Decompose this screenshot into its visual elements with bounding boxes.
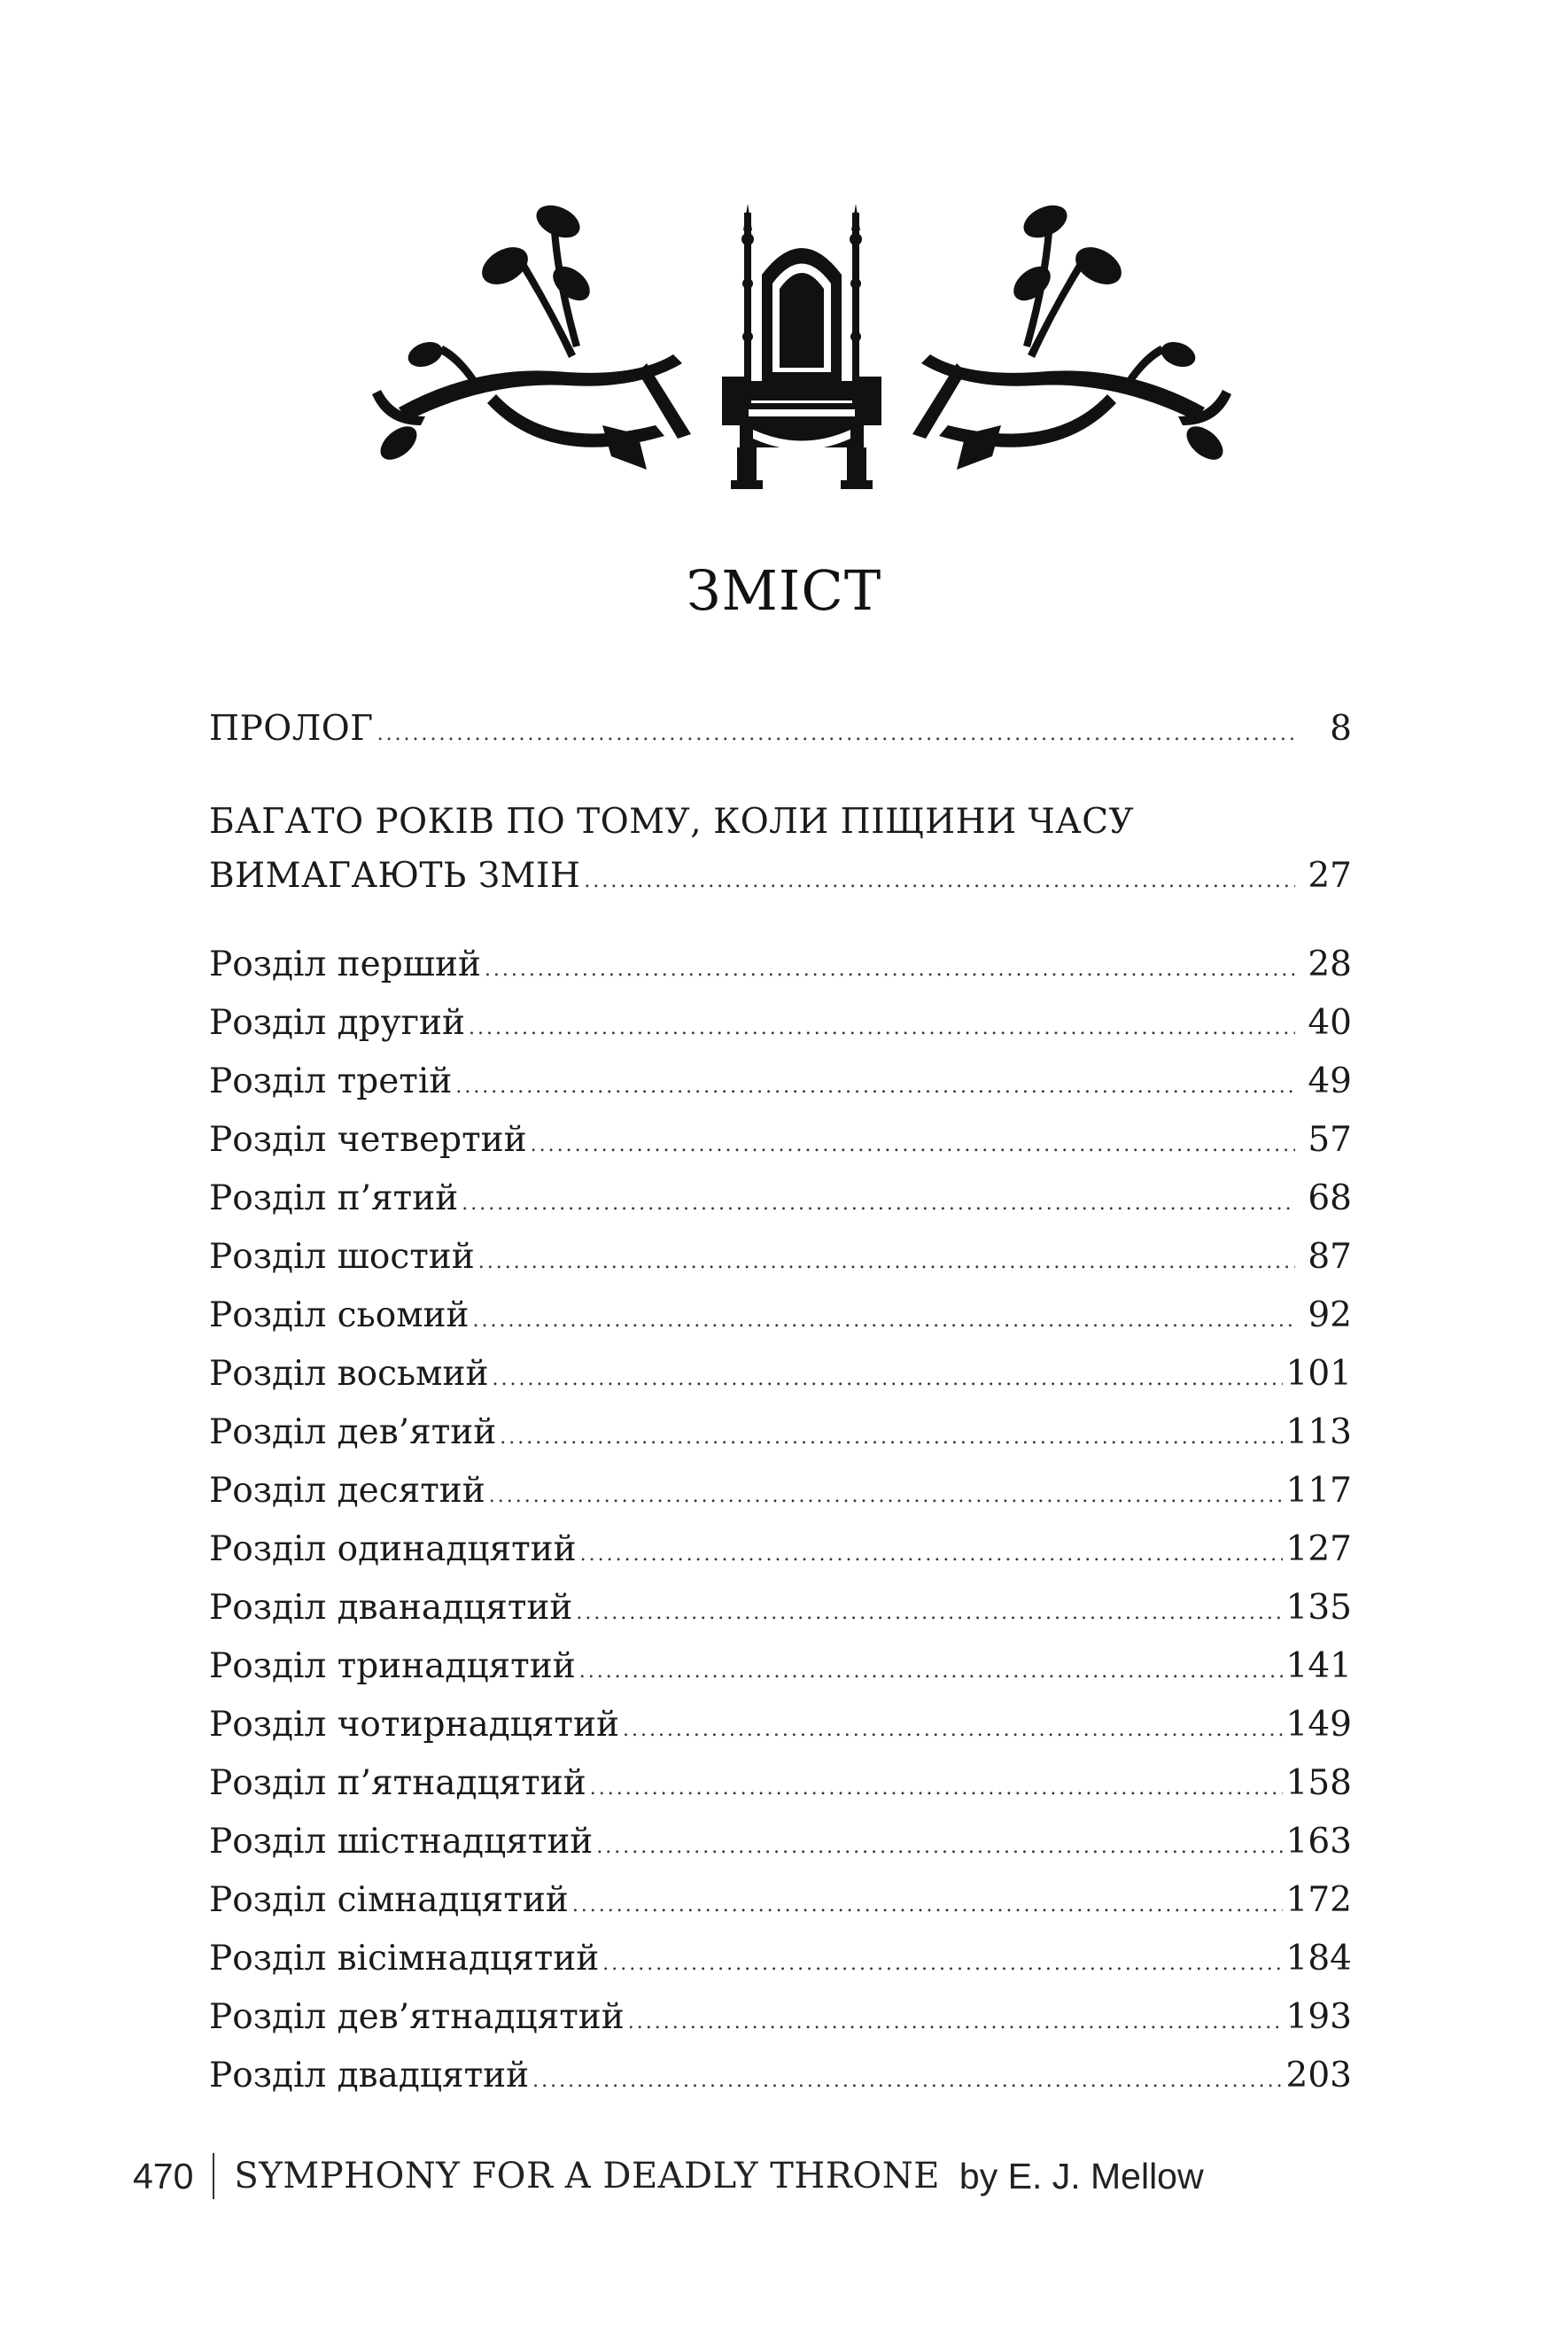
dot-leader: [576, 1579, 1282, 1643]
toc-entry-label: Розділ перший: [209, 945, 481, 984]
toc-entry-chapter[interactable]: [209, 1462, 1352, 1520]
toc-entry-chapter[interactable]: [209, 1579, 1352, 1637]
footer-page-number: 470: [133, 2155, 194, 2196]
toc-entry-page: 28: [1308, 945, 1352, 984]
dot-leader: [455, 1053, 1295, 1116]
toc-entry-page: 163: [1285, 1822, 1352, 1862]
toc-entry-label: Розділ дванадцятий: [209, 1588, 573, 1628]
toc-entry-label: Розділ сімнадцятий: [209, 1880, 569, 1920]
dot-leader: [584, 847, 1295, 911]
toc-entry-page: 101: [1285, 1354, 1352, 1394]
toc-entry-prologue[interactable]: [209, 700, 1352, 758]
toc-entry-part[interactable]: [209, 847, 1352, 906]
toc-entry-page: 172: [1285, 1880, 1352, 1920]
toc-entry-page: 203: [1285, 2056, 1352, 2095]
table-of-contents: [209, 700, 1352, 2105]
toc-entry-chapter[interactable]: [209, 1228, 1352, 1287]
toc-entry-chapter[interactable]: [209, 1988, 1352, 2047]
toc-entry-page: 135: [1285, 1588, 1352, 1628]
dot-leader: [485, 936, 1295, 999]
dot-leader: [572, 1871, 1283, 1935]
dot-leader: [580, 1520, 1283, 1584]
toc-entry-label: Розділ другий: [209, 1003, 465, 1043]
toc-entry-chapter[interactable]: [209, 1871, 1352, 1930]
toc-entry-label: Розділ тринадцятий: [209, 1646, 576, 1686]
toc-entry-label: ПРОЛОГ: [209, 709, 374, 749]
throne-ornament-icon: [372, 204, 1231, 496]
footer-author: by E. J. Mellow: [959, 2155, 1204, 2196]
toc-part-title-line2: ВИМАГАЮТЬ ЗМІН: [209, 856, 581, 896]
toc-entry-chapter[interactable]: [209, 936, 1352, 994]
toc-entry-chapter[interactable]: [209, 1170, 1352, 1228]
throne-icon: [722, 204, 881, 489]
toc-entry-page: 8: [1330, 709, 1352, 749]
toc-entry-label: Розділ двадцятий: [209, 2056, 530, 2095]
toc-entry-chapter[interactable]: [209, 1287, 1352, 1345]
toc-entry-page: 40: [1308, 1003, 1352, 1043]
right-vine-icon: [912, 204, 1231, 470]
toc-entry-chapter[interactable]: [209, 1053, 1352, 1111]
spacer: [209, 758, 1352, 797]
dot-leader: [590, 1754, 1283, 1818]
dot-leader: [500, 1403, 1282, 1467]
toc-entry-label: Розділ чотирнадцятий: [209, 1705, 619, 1745]
toc-entry-page: 117: [1285, 1471, 1352, 1511]
toc-entry-label: Розділ шостий: [209, 1237, 475, 1277]
toc-entry-chapter[interactable]: [209, 1345, 1352, 1403]
toc-entry-chapter[interactable]: [209, 1813, 1352, 1871]
dot-leader: [377, 700, 1295, 764]
toc-entry-page: 149: [1285, 1705, 1352, 1745]
dot-leader: [531, 1111, 1295, 1175]
dot-leader: [532, 2047, 1282, 2111]
toc-part-title-line1: БАГАТО РОКІВ ПО ТОМУ, КОЛИ ПІЩИНИ ЧАСУ: [209, 802, 1135, 842]
toc-entry-chapter[interactable]: [209, 1930, 1352, 1988]
toc-entry-label: Розділ п’ятий: [209, 1178, 459, 1218]
toc-entry-label: Розділ дев’ятнадцятий: [209, 1997, 625, 2037]
running-footer: [133, 2153, 1204, 2199]
dot-leader: [489, 1462, 1283, 1526]
toc-entry-label: Розділ дев’ятий: [209, 1412, 497, 1452]
chapter-list: [209, 936, 1352, 2105]
page-title: ЗМІСТ: [686, 558, 882, 623]
toc-entry-chapter[interactable]: [209, 1403, 1352, 1462]
toc-entry-chapter[interactable]: [209, 1754, 1352, 1813]
toc-entry-chapter[interactable]: [209, 994, 1352, 1053]
dot-leader: [473, 1287, 1295, 1350]
toc-entry-chapter[interactable]: [209, 1111, 1352, 1170]
toc-entry-chapter[interactable]: [209, 1696, 1352, 1754]
toc-entry-label: Розділ шістнадцятий: [209, 1822, 594, 1862]
dot-leader: [478, 1228, 1295, 1292]
toc-entry-chapter[interactable]: [209, 2047, 1352, 2105]
footer-book-title: SYMPHONY FOR A DEADLY THRONE: [234, 2156, 940, 2196]
footer-divider: [213, 2153, 214, 2199]
toc-entry-page: 27: [1308, 856, 1352, 896]
toc-entry-page: 141: [1285, 1646, 1352, 1686]
toc-entry-page: 68: [1308, 1178, 1352, 1218]
toc-entry-chapter[interactable]: [209, 1520, 1352, 1579]
toc-entry-label: Розділ четвертий: [209, 1120, 527, 1160]
toc-entry-page: 92: [1308, 1295, 1352, 1335]
dot-leader: [628, 1988, 1283, 2052]
toc-entry-page: 184: [1285, 1939, 1352, 1979]
toc-entry-label: Розділ сьомий: [209, 1295, 470, 1335]
dot-leader: [602, 1930, 1282, 1994]
toc-entry-page: 158: [1285, 1763, 1352, 1803]
toc-entry-page: 193: [1285, 1997, 1352, 2037]
toc-entry-label: Розділ восьмий: [209, 1354, 489, 1394]
toc-entry-part-line1[interactable]: [209, 797, 1352, 847]
dot-leader: [596, 1813, 1282, 1877]
toc-entry-page: 49: [1308, 1061, 1352, 1101]
dot-leader: [623, 1696, 1283, 1760]
toc-entry-chapter[interactable]: [209, 1637, 1352, 1696]
dot-leader: [469, 994, 1295, 1058]
toc-entry-label: Розділ одинадцятий: [209, 1529, 577, 1569]
toc-entry-page: 87: [1308, 1237, 1352, 1277]
toc-entry-label: Розділ вісімнадцятий: [209, 1939, 600, 1979]
toc-entry-label: Розділ п’ятнадцятий: [209, 1763, 586, 1803]
dot-leader: [462, 1170, 1295, 1233]
toc-entry-label: Розділ третій: [209, 1061, 453, 1101]
left-vine-icon: [372, 204, 691, 470]
dot-leader: [493, 1345, 1283, 1409]
toc-entry-page: 57: [1308, 1120, 1352, 1160]
toc-entry-page: 113: [1285, 1412, 1352, 1452]
dot-leader: [579, 1637, 1283, 1701]
toc-entry-label: Розділ десятий: [209, 1471, 485, 1511]
toc-entry-page: 127: [1285, 1529, 1352, 1569]
